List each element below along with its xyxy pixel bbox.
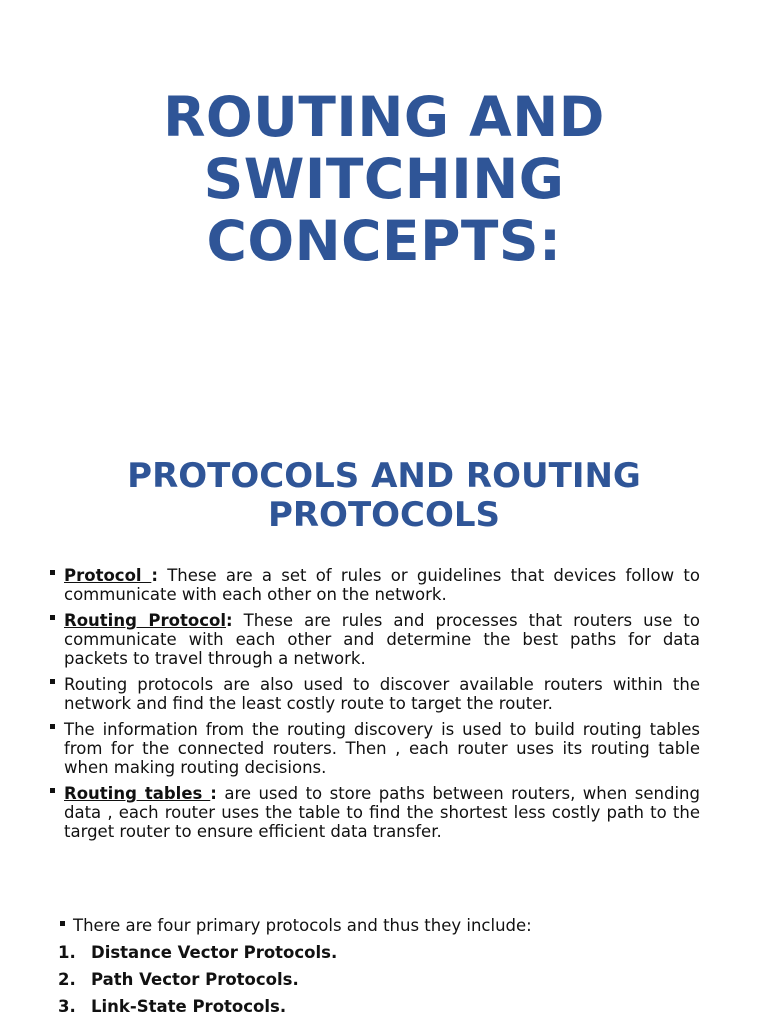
term-colon: :: [225, 611, 233, 630]
protocols-intro: [60, 916, 532, 936]
page-title: [0, 86, 768, 272]
list-item-label: Distance Vector Protocols.: [91, 943, 338, 962]
term-colon: :: [210, 784, 217, 803]
list-item: [58, 997, 337, 1024]
list-item: [58, 943, 337, 970]
bullet-item-protocol: [48, 566, 700, 604]
square-bullet-icon: [50, 788, 55, 793]
title-line: CONCEPTS:: [206, 209, 562, 273]
section-heading-line: PROTOCOLS: [267, 495, 501, 535]
title-line: SWITCHING: [203, 147, 565, 211]
square-bullet-icon: [50, 724, 55, 729]
term: Routing tables: [64, 784, 211, 803]
list-number: 3.: [58, 997, 76, 1016]
bullet-list: [48, 566, 700, 848]
square-bullet-icon: [50, 570, 55, 575]
title-line: ROUTING AND: [163, 85, 605, 149]
intro-text: There are four primary protocols and thus they include:: [73, 916, 532, 935]
term-colon: :: [151, 566, 158, 585]
section-heading-line: PROTOCOLS AND ROUTING: [127, 456, 641, 496]
square-bullet-icon: [60, 921, 65, 926]
bullet-text: Routing protocols are also used to discover available routers within the network and find the least costly route to target the router.: [64, 675, 700, 713]
protocol-list: [58, 943, 337, 1024]
square-bullet-icon: [50, 615, 55, 620]
term: Protocol: [64, 566, 152, 585]
section-heading: [0, 457, 768, 535]
bullet-item-discovery: [48, 675, 700, 713]
term: Routing Protocol: [64, 611, 226, 630]
list-number: 1.: [58, 943, 76, 962]
bullet-item-routing-info: [48, 720, 700, 777]
bullet-item-routing-protocol: [48, 611, 700, 668]
bullet-text: These are rules and processes that routers use to communicate with each other and determine the best paths for data packets to travel through a network.: [64, 611, 700, 668]
bullet-item-routing-tables: [48, 784, 700, 841]
square-bullet-icon: [50, 679, 55, 684]
list-number: 2.: [58, 970, 76, 989]
list-item-label: Path Vector Protocols.: [91, 970, 299, 989]
bullet-text: These are a set of rules or guidelines that devices follow to communicate with each other on the network.: [64, 566, 700, 604]
bullet-text: are used to store paths between routers, when sending data , each router uses the table to find the shortest less costly path to the target router to ensure efficient data transfer.: [64, 784, 700, 841]
list-item-label: Link-State Protocols.: [91, 997, 287, 1016]
list-item: [58, 970, 337, 997]
bullet-text: The information from the routing discovery is used to build routing tables from for the connected routers. Then , each router uses its routing table when making routing decisions.: [64, 720, 700, 777]
